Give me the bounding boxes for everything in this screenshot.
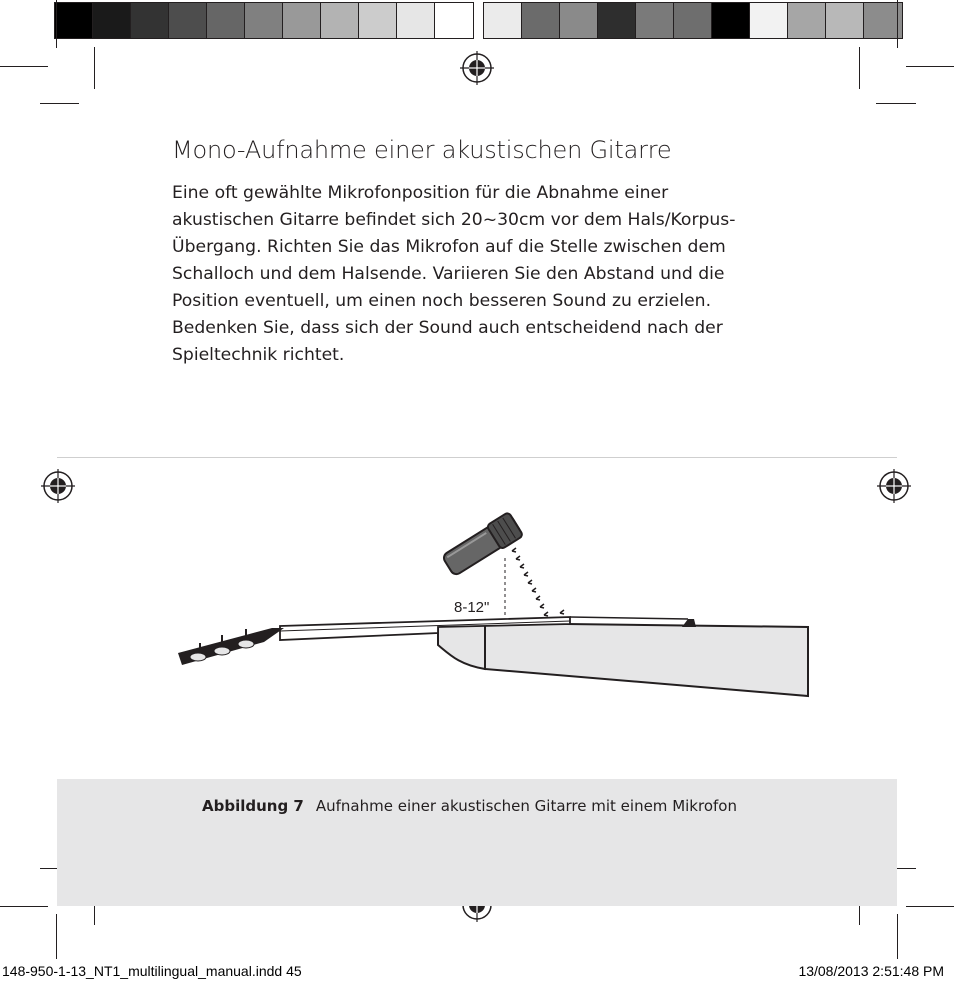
- color-swatch: [283, 3, 321, 38]
- color-swatch: [788, 3, 826, 38]
- distance-label: 8-12": [454, 599, 490, 616]
- color-swatch: [55, 3, 93, 38]
- color-swatch: [397, 3, 435, 38]
- color-swatch: [359, 3, 397, 38]
- slug-filename: 148-950-1-13_NT1_multilingual_manual.indd 45: [2, 963, 302, 979]
- microphone-icon: [441, 512, 524, 578]
- color-bar-right: [483, 2, 903, 39]
- caption-label: Abbildung 7: [202, 797, 304, 815]
- color-swatch: [93, 3, 131, 38]
- color-swatch: [598, 3, 636, 38]
- color-swatch: [522, 3, 560, 38]
- guitar-neck-heel: [438, 623, 485, 669]
- guitar-microphone-illustration: [160, 505, 820, 705]
- color-swatch: [674, 3, 712, 38]
- body-line: Eine oft gewählte Mikrofonposition für die Abnahme einer: [172, 183, 669, 203]
- guitar-bridge: [682, 619, 696, 627]
- color-swatch: [484, 3, 522, 38]
- caption-text: Aufnahme einer akustischen Gitarre mit einem Mikrofon: [315, 797, 737, 815]
- color-swatch: [245, 3, 283, 38]
- registration-mark-icon: [41, 469, 75, 503]
- color-swatch: [712, 3, 750, 38]
- color-swatch: [435, 3, 473, 38]
- color-swatch: [131, 3, 169, 38]
- color-swatch: [750, 3, 788, 38]
- sound-wave-icon: [512, 548, 564, 616]
- body-line: Bedenken Sie, dass sich der Sound auch entscheidend nach der: [172, 318, 723, 338]
- body-line: akustischen Gitarre befindet sich 20~30cm vor dem Hals/Korpus-: [172, 210, 736, 230]
- color-swatch: [560, 3, 598, 38]
- color-swatch: [826, 3, 864, 38]
- body-line: Übergang. Richten Sie das Mikrofon auf die Stelle zwischen dem: [172, 237, 726, 257]
- divider: [57, 457, 897, 458]
- figure-caption: [202, 797, 737, 815]
- body-paragraph: [172, 180, 822, 369]
- color-swatch: [207, 3, 245, 38]
- section-heading: Mono-Aufnahme einer akustischen Gitarre: [172, 136, 672, 164]
- registration-mark-icon: [877, 469, 911, 503]
- color-swatch: [169, 3, 207, 38]
- guitar-body: [485, 623, 808, 696]
- slug-timestamp: 13/08/2013 2:51:48 PM: [798, 963, 944, 979]
- body-line: Position eventuell, um einen noch besseren Sound zu erzielen.: [172, 291, 712, 311]
- body-line: Schalloch und dem Halsende. Variieren Sie den Abstand und die: [172, 264, 725, 284]
- registration-mark-icon: [460, 51, 494, 85]
- color-swatch: [321, 3, 359, 38]
- color-swatch: [636, 3, 674, 38]
- body-line: Spieltechnik richtet.: [172, 345, 345, 365]
- color-bar-left: [54, 2, 474, 39]
